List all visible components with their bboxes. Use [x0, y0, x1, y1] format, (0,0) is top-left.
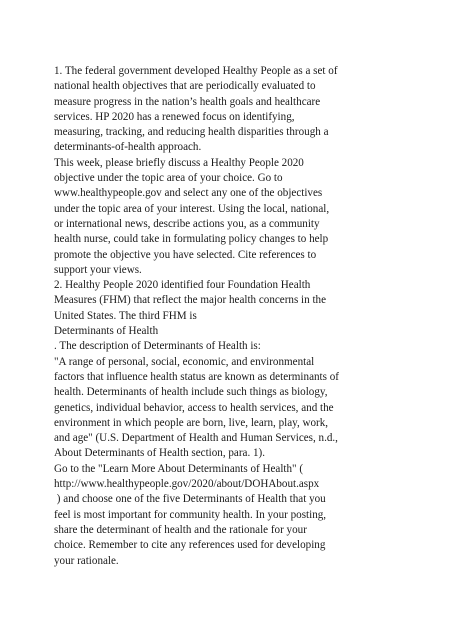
- text-line: health nurse, could take in formulating policy changes to help: [54, 233, 329, 246]
- text-line: This week, please briefly discuss a Healthy People 2020: [54, 156, 304, 169]
- text-line: www.healthypeople.gov and select any one of the objectives: [54, 187, 323, 200]
- text-line: . The description of Determinants of Health is:: [54, 340, 261, 353]
- text-line: United States. The third FHM is: [54, 309, 197, 322]
- text-line: objective under the topic area of your choice. Go to: [54, 172, 283, 185]
- text-line: share the determinant of health and the rationale for your: [54, 523, 307, 536]
- text-line: under the topic area of your interest. Using the local, national,: [54, 202, 330, 215]
- text-line: and age" (U.S. Department of Health and Human Services, n.d.,: [54, 432, 338, 445]
- text-line: Measures (FHM) that reflect the major health concerns in the: [54, 294, 327, 307]
- text-line: measure progress in the nation’s health goals and healthcare: [54, 95, 321, 108]
- text-line: health. Determinants of health include such things as biology,: [54, 386, 328, 399]
- document-body: [54, 64, 404, 569]
- text-line: genetics, individual behavior, access to health services, and the: [54, 401, 334, 414]
- text-line: "A range of personal, social, economic, and environmental: [54, 355, 315, 368]
- text-line: Go to the "Learn More About Determinants of Health" (: [54, 462, 304, 475]
- text-line: or international news, describe actions you, as a community: [54, 217, 320, 230]
- text-line: 1. The federal government developed Healthy People as a set of: [54, 65, 338, 77]
- text-line: national health objectives that are periodically evaluated to: [54, 80, 316, 93]
- text-line: your rationale.: [54, 554, 119, 567]
- text-line: factors that influence health status are known as determinants of: [54, 370, 339, 383]
- text-line: ) and choose one of the five Determinants of Health that you: [54, 493, 326, 506]
- text-line: Determinants of Health: [54, 325, 159, 338]
- text-line: support your views.: [54, 263, 142, 276]
- text-line: choice. Remember to cite any references used for developing: [54, 539, 326, 552]
- text-line: http://www.healthypeople.gov/2020/about/DOHAbout.aspx: [54, 478, 320, 491]
- text-line: measuring, tracking, and reducing health disparities through a: [54, 126, 329, 139]
- text-line: environment in which people are born, live, learn, play, work,: [54, 416, 329, 429]
- text-line: About Determinants of Health section, para. 1).: [54, 447, 266, 460]
- text-line: services. HP 2020 has a renewed focus on identifying,: [54, 110, 295, 123]
- text-line: feel is most important for community health. In your posting,: [54, 508, 327, 521]
- text-line: 2. Healthy People 2020 identified four Foundation Health: [54, 279, 311, 292]
- text-line: determinants-of-health approach.: [54, 141, 202, 154]
- text-line: promote the objective you have selected. Cite references to: [54, 248, 317, 261]
